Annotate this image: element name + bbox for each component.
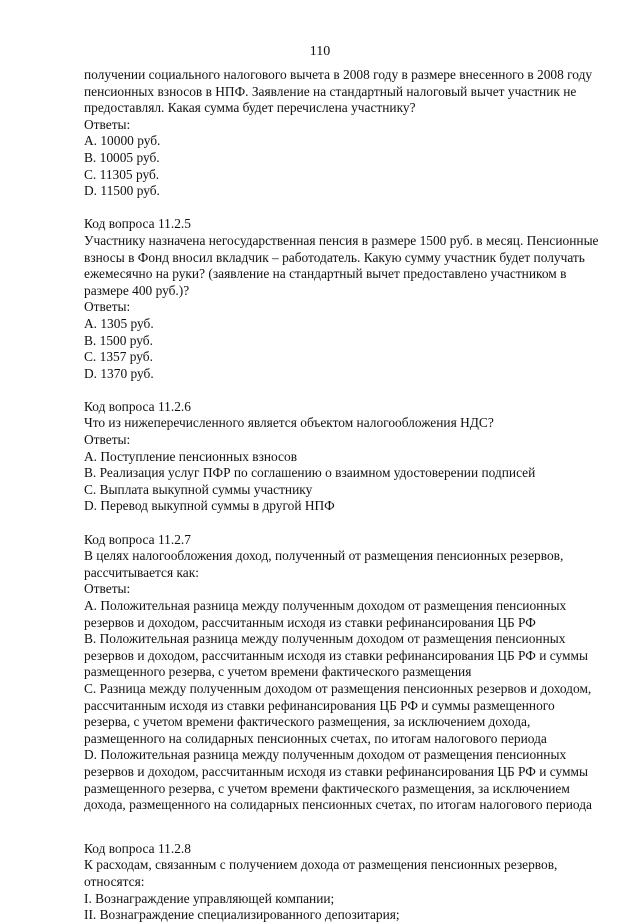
answers-label: Ответы: <box>84 116 131 132</box>
question-text-line: относятся: <box>84 873 145 889</box>
answer-option: C. 11305 руб. <box>84 166 160 182</box>
question-text-line: размере 400 руб.)? <box>84 282 190 298</box>
text-line: предоставлял. Какая сумма будет перечислена участнику? <box>84 100 416 116</box>
answer-option: B. 1500 руб. <box>84 332 153 348</box>
answer-option: резерва, с учетом времени фактического размещения, за исключением дохода, <box>84 714 531 730</box>
question-code: Код вопроса 11.2.6 <box>84 398 191 414</box>
question-block-11-2-6 <box>84 399 604 515</box>
answer-option: резервов и доходом, рассчитанным исходя из ставки рефинансирования ЦБ РФ и суммы <box>84 647 588 663</box>
answer-option: C. 1357 руб. <box>84 349 153 365</box>
question-text-line: рассчитывается как: <box>84 564 199 580</box>
answer-option: резервов и доходом, рассчитанным исходя из ставки рефинансирования ЦБ РФ <box>84 614 536 630</box>
question-code: Код вопроса 11.2.5 <box>84 216 191 232</box>
question-text-line: взносы в Фонд вносил вкладчик – работодатель. Какую сумму участник будет получать <box>84 249 585 265</box>
question-code: Код вопроса 11.2.8 <box>84 840 191 856</box>
answers-label: Ответы: <box>84 432 131 448</box>
answer-option: B. 10005 руб. <box>84 149 160 165</box>
answers-label: Ответы: <box>84 299 131 315</box>
text-line: получении социального налогового вычета в 2008 году в размере внесенного в 2008 году <box>84 67 593 82</box>
answer-option: D. Положительная разница между полученным доходом от размещения пенсионных <box>84 747 567 763</box>
answer-option: дохода, размещенного на солидарных пенсионных счетах, по итогам налогового периода <box>84 797 592 813</box>
answer-option: B. Положительная разница между полученным доходом от размещения пенсионных <box>84 631 566 647</box>
question-text-line: ежемесячно на руки? (заявление на стандартный вычет предоставлено участником в <box>84 266 567 282</box>
answer-option: B. Реализация услуг ПФР по соглашению о взаимном удостоверении подписей <box>84 465 536 481</box>
question-code: Код вопроса 11.2.7 <box>84 531 191 547</box>
question-block-11-2-7 <box>84 532 604 814</box>
answer-option: A. Положительная разница между полученным доходом от размещения пенсионных <box>84 598 567 613</box>
answers-label: Ответы: <box>84 581 131 597</box>
question-block-11-2-5 <box>84 216 604 382</box>
answer-option: D. 1370 руб. <box>84 365 154 381</box>
text-line: пенсионных взносов в НПФ. Заявление на стандартный налоговый вычет участник не <box>84 83 577 99</box>
list-item: II. Вознаграждение специализированного депозитария; <box>84 907 400 923</box>
page-content <box>84 67 604 924</box>
answer-option: A. Поступление пенсионных взносов <box>84 448 298 464</box>
list-item: I. Вознаграждение управляющей компании; <box>84 890 335 906</box>
answer-option: размещенного резерва, с учетом времени фактического размещения, за исключением <box>84 780 570 796</box>
question-text-line: Что из нижеперечисленного является объектом налогообложения НДС? <box>84 415 494 431</box>
answer-option: A. 10000 руб. <box>84 133 161 149</box>
question-block-11-2-8 <box>84 841 604 924</box>
answer-option: D. 11500 руб. <box>84 183 160 199</box>
answer-option: размещенного резерва, с учетом времени фактического размещения <box>84 664 472 680</box>
answer-option: C. Разница между полученным доходом от размещения пенсионных резервов и доходом, <box>84 680 592 696</box>
answer-option: C. Выплата выкупной суммы участнику <box>84 481 313 497</box>
intro-block <box>84 67 604 200</box>
answer-option: рассчитанным исходя из ставки рефинансирования ЦБ РФ и суммы размещенного <box>84 697 555 713</box>
answer-option: D. Перевод выкупной суммы в другой НПФ <box>84 498 335 514</box>
answer-option: резервов и доходом, рассчитанным исходя из ставки рефинансирования ЦБ РФ и суммы <box>84 763 588 779</box>
question-text-line: Участнику назначена негосударственная пенсия в размере 1500 руб. в месяц. Пенсионные <box>84 232 599 248</box>
question-text-line: В целях налогообложения доход, полученный от размещения пенсионных резервов, <box>84 548 564 564</box>
answer-option: размещенного на солидарных пенсионных счетах, по итогам налогового периода <box>84 730 547 746</box>
question-text-line: К расходам, связанным с получением дохода от размещения пенсионных резервов, <box>84 857 558 873</box>
answer-option: A. 1305 руб. <box>84 315 154 331</box>
page-number: 110 <box>309 44 331 59</box>
